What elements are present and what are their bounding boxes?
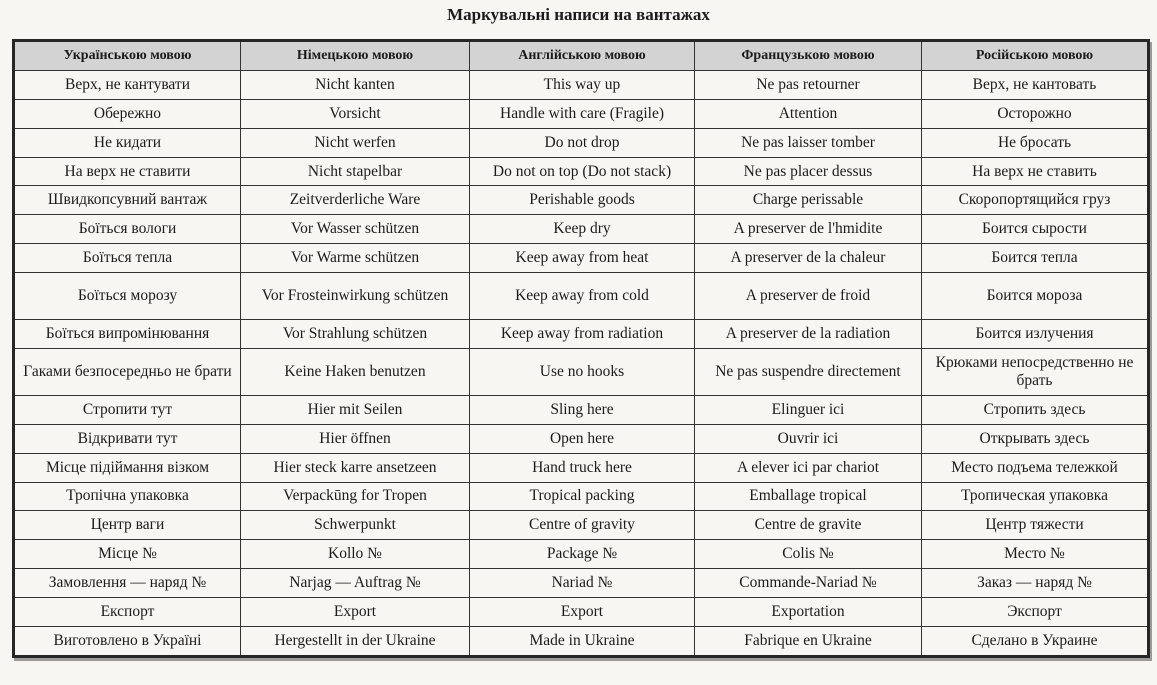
cell-french: Commande-Nariad № [695, 569, 922, 598]
cell-german: Narjag — Auftrag № [241, 569, 470, 598]
cell-russian: На верх не ставить [922, 157, 1149, 186]
cell-french: Ne pas laisser tomber [695, 128, 922, 157]
cell-ukrainian: Стропити тут [14, 395, 241, 424]
cell-english: Keep away from radiation [470, 320, 695, 349]
cell-english: Use no hooks [470, 348, 695, 395]
cell-german: Nicht werfen [241, 128, 470, 157]
cell-german: Vor Strahlung schützen [241, 320, 470, 349]
cell-ukrainian: Виготовлено в Україні [14, 626, 241, 656]
cell-russian: Крюками непосредственно не брать [922, 348, 1149, 395]
table-row [14, 348, 1149, 395]
cell-english: Keep dry [470, 215, 695, 244]
cell-english: This way up [470, 71, 695, 100]
cell-ukrainian: Гаками безпосередньо не брати [14, 348, 241, 395]
cell-russian: Центр тяжести [922, 511, 1149, 540]
cell-russian: Экспорт [922, 597, 1149, 626]
header-row [14, 41, 1149, 71]
cell-german: Keine Haken benutzen [241, 348, 470, 395]
cell-russian: Тропическая упаковка [922, 482, 1149, 511]
cell-russian: Боится мороза [922, 273, 1149, 320]
cell-english: Sling here [470, 395, 695, 424]
cell-english: Do not drop [470, 128, 695, 157]
cell-ukrainian: Замовлення — наряд № [14, 569, 241, 598]
table-row [14, 540, 1149, 569]
cell-german: Schwerpunkt [241, 511, 470, 540]
cell-ukrainian: Центр ваги [14, 511, 241, 540]
cell-english: Tropical packing [470, 482, 695, 511]
cell-russian: Скоропортящийся груз [922, 186, 1149, 215]
table-row [14, 157, 1149, 186]
cell-ukrainian: Верх, не кантувати [14, 71, 241, 100]
cell-ukrainian: Експорт [14, 597, 241, 626]
cell-english: Open here [470, 424, 695, 453]
cell-english: Nariad № [470, 569, 695, 598]
cell-english: Export [470, 597, 695, 626]
cell-russian: Боится сырости [922, 215, 1149, 244]
table-row [14, 320, 1149, 349]
cell-russian: Боится тепла [922, 244, 1149, 273]
cell-ukrainian: Боїться вологи [14, 215, 241, 244]
cell-ukrainian: Тропічна упаковка [14, 482, 241, 511]
table-row [14, 273, 1149, 320]
cell-english: Keep away from heat [470, 244, 695, 273]
cell-german: Nicht stapelbar [241, 157, 470, 186]
cell-russian: Сделано в Украине [922, 626, 1149, 656]
cell-german: Hier steck karre ansetzeen [241, 453, 470, 482]
header-english: Англійською мовою [470, 41, 695, 71]
cell-german: Kollo № [241, 540, 470, 569]
cell-french: Exportation [695, 597, 922, 626]
table-row [14, 424, 1149, 453]
cell-german: Vor Frosteinwirkung schützen [241, 273, 470, 320]
cell-french: Centre de gravite [695, 511, 922, 540]
cell-french: A preserver de l'hmidite [695, 215, 922, 244]
cell-german: Export [241, 597, 470, 626]
cell-ukrainian: На верх не ставити [14, 157, 241, 186]
header-german: Німецькою мовою [241, 41, 470, 71]
table-row [14, 186, 1149, 215]
cell-russian: Стропить здесь [922, 395, 1149, 424]
table-row [14, 482, 1149, 511]
cell-french: Attention [695, 99, 922, 128]
table-row [14, 597, 1149, 626]
table-row [14, 128, 1149, 157]
cell-ukrainian: Боїться тепла [14, 244, 241, 273]
cell-ukrainian: Місце № [14, 540, 241, 569]
cell-french: Elinguer ici [695, 395, 922, 424]
cell-french: Ne pas placer dessus [695, 157, 922, 186]
cell-english: Do not on top (Do not stack) [470, 157, 695, 186]
table-row [14, 626, 1149, 656]
cell-russian: Заказ — наряд № [922, 569, 1149, 598]
cell-french: Emballage tropical [695, 482, 922, 511]
cell-german: Vor Wasser schützen [241, 215, 470, 244]
cell-russian: Место № [922, 540, 1149, 569]
cargo-markings-table [12, 39, 1150, 658]
cell-french: A preserver de la chaleur [695, 244, 922, 273]
cell-english: Made in Ukraine [470, 626, 695, 656]
cell-russian: Открывать здесь [922, 424, 1149, 453]
cell-russian: Осторожно [922, 99, 1149, 128]
table-row [14, 99, 1149, 128]
cell-french: Ne pas suspendre directement [695, 348, 922, 395]
cell-french: A preserver de froid [695, 273, 922, 320]
table-row [14, 511, 1149, 540]
cell-english: Centre of gravity [470, 511, 695, 540]
cell-french: Colis № [695, 540, 922, 569]
cell-russian: Верх, не кантовать [922, 71, 1149, 100]
cell-german: Nicht kanten [241, 71, 470, 100]
table-title: Маркувальні написи на вантажах [447, 5, 710, 24]
cell-french: Ouvrir ici [695, 424, 922, 453]
cell-ukrainian: Не кидати [14, 128, 241, 157]
cell-french: Charge perissable [695, 186, 922, 215]
cell-german: Vor Warme schützen [241, 244, 470, 273]
cell-english: Hand truck here [470, 453, 695, 482]
table-row [14, 244, 1149, 273]
cell-german: Zeitverderliche Ware [241, 186, 470, 215]
cell-russian: Боится излучения [922, 320, 1149, 349]
cell-french: A elever ici par chariot [695, 453, 922, 482]
table-row [14, 453, 1149, 482]
cell-russian: Не бросать [922, 128, 1149, 157]
cell-english: Package № [470, 540, 695, 569]
table-row [14, 71, 1149, 100]
cell-german: Hier mit Seilen [241, 395, 470, 424]
cell-german: Vorsicht [241, 99, 470, 128]
table-row [14, 569, 1149, 598]
cell-french: Fabrique en Ukraine [695, 626, 922, 656]
table-row [14, 395, 1149, 424]
cell-ukrainian: Боїться випромінювання [14, 320, 241, 349]
cell-ukrainian: Швидкопсувний вантаж [14, 186, 241, 215]
cell-french: Ne pas retourner [695, 71, 922, 100]
cell-ukrainian: Боїться морозу [14, 273, 241, 320]
table-row [14, 215, 1149, 244]
cell-ukrainian: Обережно [14, 99, 241, 128]
cell-ukrainian: Місце підіймання візком [14, 453, 241, 482]
header-ukrainian: Українською мовою [14, 41, 241, 71]
cell-russian: Место подъема тележкой [922, 453, 1149, 482]
cell-german: Hier öffnen [241, 424, 470, 453]
header-french: Французькою мовою [695, 41, 922, 71]
cell-english: Perishable goods [470, 186, 695, 215]
cell-english: Keep away from cold [470, 273, 695, 320]
cell-german: Verpackūng for Tropen [241, 482, 470, 511]
cell-english: Handle with care (Fragile) [470, 99, 695, 128]
cell-ukrainian: Відкривати тут [14, 424, 241, 453]
cell-french: A preserver de la radiation [695, 320, 922, 349]
cell-german: Hergestellt in der Ukraine [241, 626, 470, 656]
header-russian: Російською мовою [922, 41, 1149, 71]
